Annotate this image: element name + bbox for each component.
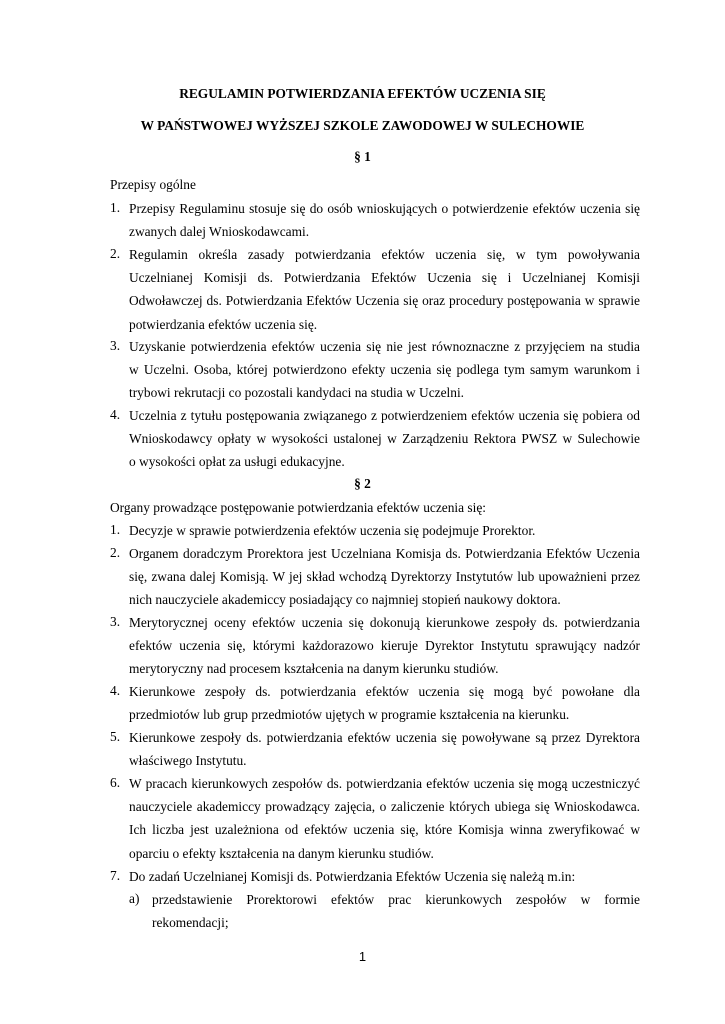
section-1-mark: § 1 xyxy=(354,149,371,164)
text-line: w Uczelni. Osoba, której potwierdzono efekty uczenia się podlega tym samym warunkom i xyxy=(129,362,640,378)
text-line: nauczyciele akademiccy prowadzący zajęcia, o zaliczenie których ubiega się Wnioskodawca. xyxy=(129,799,640,815)
list-item-text xyxy=(152,891,640,937)
text-line: Odwoławczej ds. Potwierdzania Efektów Uczenia się oraz procedury postępowania w sprawie xyxy=(129,293,640,309)
list-item-text xyxy=(129,729,640,775)
list-item-number: 7. xyxy=(110,868,121,883)
document-title-line-2: W PAŃSTWOWEJ WYŻSZEJ SZKOLE ZAWODOWEJ W SULECHOWIE xyxy=(140,118,585,133)
list-item-number: 1. xyxy=(110,200,121,215)
text-line: Wnioskodawcy opłaty w wysokości ustalonej w Zarządzeniu Rektora PWSZ w Sulechowie xyxy=(129,431,640,447)
list-item-number: 4. xyxy=(110,683,121,698)
list-item-text xyxy=(129,545,640,615)
section-2-mark: § 2 xyxy=(354,476,371,491)
list-item-text xyxy=(129,338,640,408)
text-line: rekomendacji; xyxy=(152,915,229,931)
text-line: Kierunkowe zespoły ds. potwierdzania efektów uczenia się mogą być powołane dla xyxy=(129,684,640,699)
list-item-text xyxy=(129,522,640,545)
list-item-number: 5. xyxy=(110,729,121,744)
text-line: przedstawienie Prorektorowi efektów prac kierunkowych zespołów w formie xyxy=(152,892,640,907)
list-item-number: 3. xyxy=(110,614,121,629)
list-item-number: a) xyxy=(129,891,140,906)
text-line: Do zadań Uczelnianej Komisji ds. Potwierdzania Efektów Uczenia się należą m.in: xyxy=(129,869,576,884)
text-line: Organem doradczym Prorektora jest Uczelniana Komisja ds. Potwierdzania Efektów Uczenia xyxy=(129,546,640,561)
text-line: Merytorycznej oceny efektów uczenia się dokonują kierunkowe zespoły ds. potwierdzania xyxy=(129,615,640,630)
list-item-text xyxy=(129,246,640,339)
list-item-number: 2. xyxy=(110,545,121,560)
document-title-line-1: REGULAMIN POTWIERDZANIA EFEKTÓW UCZENIA SIĘ xyxy=(179,86,546,101)
list-item-text xyxy=(129,868,640,891)
list-item-number: 3. xyxy=(110,338,121,353)
list-item-number: 2. xyxy=(110,246,121,261)
list-item-text xyxy=(129,683,640,729)
list-item-number: 4. xyxy=(110,407,121,422)
text-line: efektów uczenia się, którymi każdorazowo kieruje Dyrektor Instytutu sprawujący nadzór xyxy=(129,638,640,654)
text-line: Uzyskanie potwierdzenia efektów uczenia się nie jest równoznaczne z przyjęciem na studia xyxy=(129,339,640,354)
section-1-heading: Przepisy ogólne xyxy=(110,177,196,192)
page-number: 1 xyxy=(358,949,367,964)
text-line: zwanych dalej Wnioskodawcami. xyxy=(129,224,310,240)
text-line: nich nauczyciele akademiccy posiadający co najmniej stopień naukowy doktora. xyxy=(129,592,561,608)
text-line: Ich liczba jest uzależniona od efektów uczenia się, które Komisja winna zweryfikować w xyxy=(129,822,640,838)
text-line: Uczelnianej Komisji ds. Potwierdzania Efektów Uczenia się i Uczelnianej Komisji xyxy=(129,270,640,286)
text-line: potwierdzania efektów uczenia się. xyxy=(129,316,318,332)
text-line: W pracach kierunkowych zespołów ds. potwierdzania efektów uczenia się mogą uczestniczyć xyxy=(129,776,640,791)
text-line: merytoryczny nad procesem kształcenia na danym kierunku studiów. xyxy=(129,661,499,677)
text-line: trybowi rekrutacji co pozostali kandydaci na studia w Uczelni. xyxy=(129,385,465,401)
list-item-number: 1. xyxy=(110,522,121,537)
text-line: Kierunkowe zespoły ds. potwierdzania efektów uczenia się powoływane są przez Dyrektora xyxy=(129,730,640,745)
text-line: Decyzje w sprawie potwierdzenia efektów uczenia się podejmuje Prorektor. xyxy=(129,523,536,538)
text-line: właściwego Instytutu. xyxy=(129,753,247,769)
text-line: o wysokości opłat za usługi edukacyjne. xyxy=(129,454,345,470)
list-item-text xyxy=(129,775,640,868)
text-line: Przepisy Regulaminu stosuje się do osób wnioskujących o potwierdzenie efektów uczenia się xyxy=(129,201,640,216)
text-line: się, zwana dalej Komisją. W jej skład wchodzą Dyrektorzy Instytutów lub upoważnieni przez xyxy=(129,569,640,585)
text-line: oparciu o efekty kształcenia na danym kierunku studiów. xyxy=(129,845,434,861)
list-item-text xyxy=(129,614,640,684)
text-line: Uczelnia z tytułu postępowania związanego z potwierdzeniem efektów uczenia się pobiera od xyxy=(129,408,640,423)
section-2-heading: Organy prowadzące postępowanie potwierdzania efektów uczenia się: xyxy=(110,500,487,515)
text-line: Regulamin określa zasady potwierdzania efektów uczenia się, w tym powoływania xyxy=(129,247,640,262)
list-item-text xyxy=(129,407,640,477)
list-item-text xyxy=(129,200,640,246)
text-line: przedmiotów lub grup przedmiotów ujętych w programie kształcenia na kierunku. xyxy=(129,707,570,723)
list-item-number: 6. xyxy=(110,775,121,790)
